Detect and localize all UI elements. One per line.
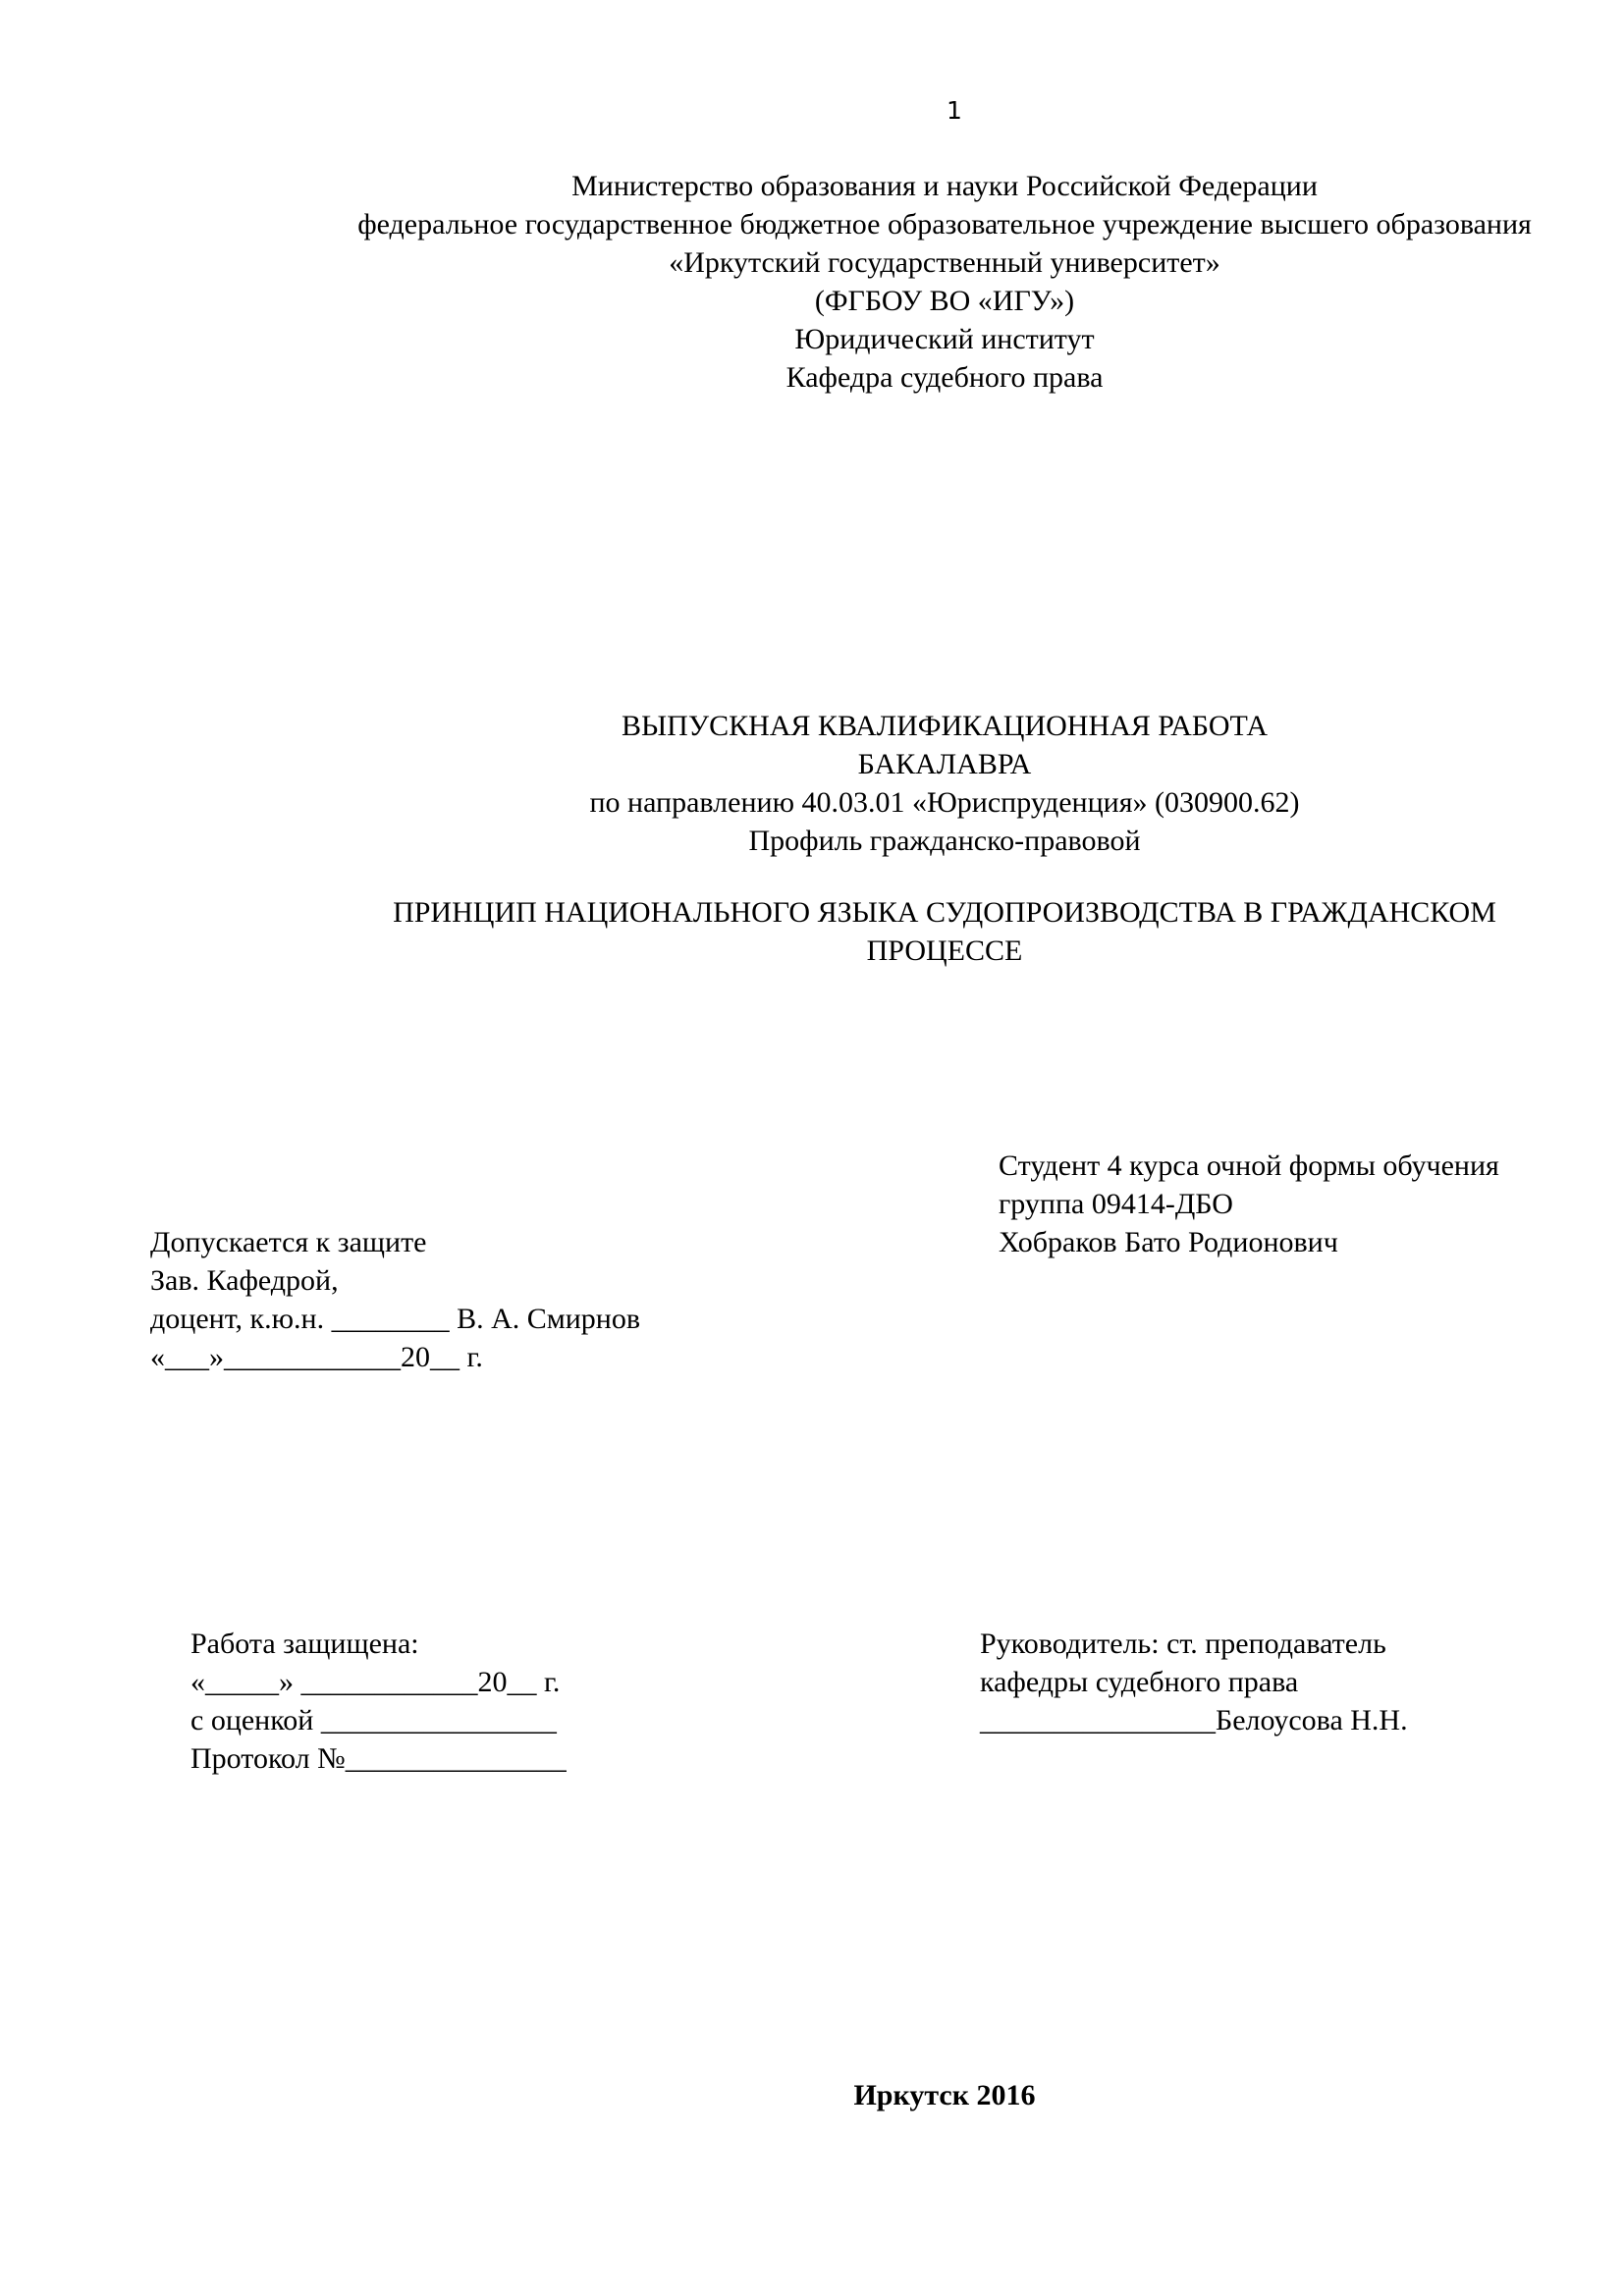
supervisor-signature-line: ________________Белоусова Н.Н.	[980, 1704, 1408, 1736]
admission-to-defense	[150, 1223, 640, 1376]
university-abbrev-line: (ФГБОУ ВО «ИГУ»)	[814, 285, 1075, 317]
head-signature-line: доцент, к.ю.н. ________ В. А. Смирнов	[150, 1303, 641, 1335]
supervisor-department-line: кафедры судебного права	[980, 1666, 1299, 1698]
degree-line: БАКАЛАВРА	[857, 748, 1032, 780]
profile-line: Профиль гражданско-правовой	[748, 825, 1141, 857]
student-group-line: группа 09414-ДБО	[999, 1188, 1233, 1220]
ministry-line: Министерство образования и науки Российской Федерации	[571, 170, 1318, 202]
grade-line: с оценкой ________________	[190, 1704, 557, 1736]
defended-heading: Работа защищена:	[190, 1628, 419, 1660]
student-course-line: Студент 4 курса очной формы обучения	[999, 1149, 1499, 1182]
city-year: Иркутск 2016	[853, 2079, 1036, 2111]
head-of-department-line: Зав. Кафедрой,	[150, 1264, 339, 1297]
admission-heading: Допускается к защите	[150, 1226, 427, 1258]
work-type-line: ВЫПУСКНАЯ КВАЛИФИКАЦИОННАЯ РАБОТА	[622, 710, 1268, 742]
supervisor-title-line: Руководитель: ст. преподаватель	[980, 1628, 1386, 1660]
work-title	[0, 707, 1624, 860]
protocol-line: Протокол №_______________	[190, 1742, 567, 1775]
topic-line-1: ПРИНЦИП НАЦИОНАЛЬНОГО ЯЗЫКА СУДОПРОИЗВОДСТВА В ГРАЖДАНСКОМ	[393, 896, 1496, 929]
page-number: 1	[947, 96, 962, 125]
institution-header	[0, 167, 1624, 397]
admission-date-line: «___»____________20__ г.	[150, 1341, 483, 1373]
supervisor-info	[980, 1625, 1408, 1739]
student-info	[999, 1147, 1499, 1261]
topic-line-2: ПРОЦЕССЕ	[866, 934, 1023, 967]
institution-type-line: федеральное государственное бюджетное образовательное учреждение высшего образования	[357, 208, 1532, 240]
defense-date-line: «_____» ____________20__ г.	[190, 1666, 561, 1698]
defense-result	[190, 1625, 567, 1778]
direction-line: по направлению 40.03.01 «Юриспруденция» (030900.62)	[589, 786, 1300, 819]
student-name-line: Хобраков Бато Родионович	[999, 1226, 1338, 1258]
institute-line: Юридический институт	[794, 323, 1095, 355]
thesis-topic	[0, 893, 1624, 970]
department-line: Кафедра судебного права	[785, 361, 1104, 394]
university-name-line: «Иркутский государственный университет»	[669, 246, 1220, 279]
